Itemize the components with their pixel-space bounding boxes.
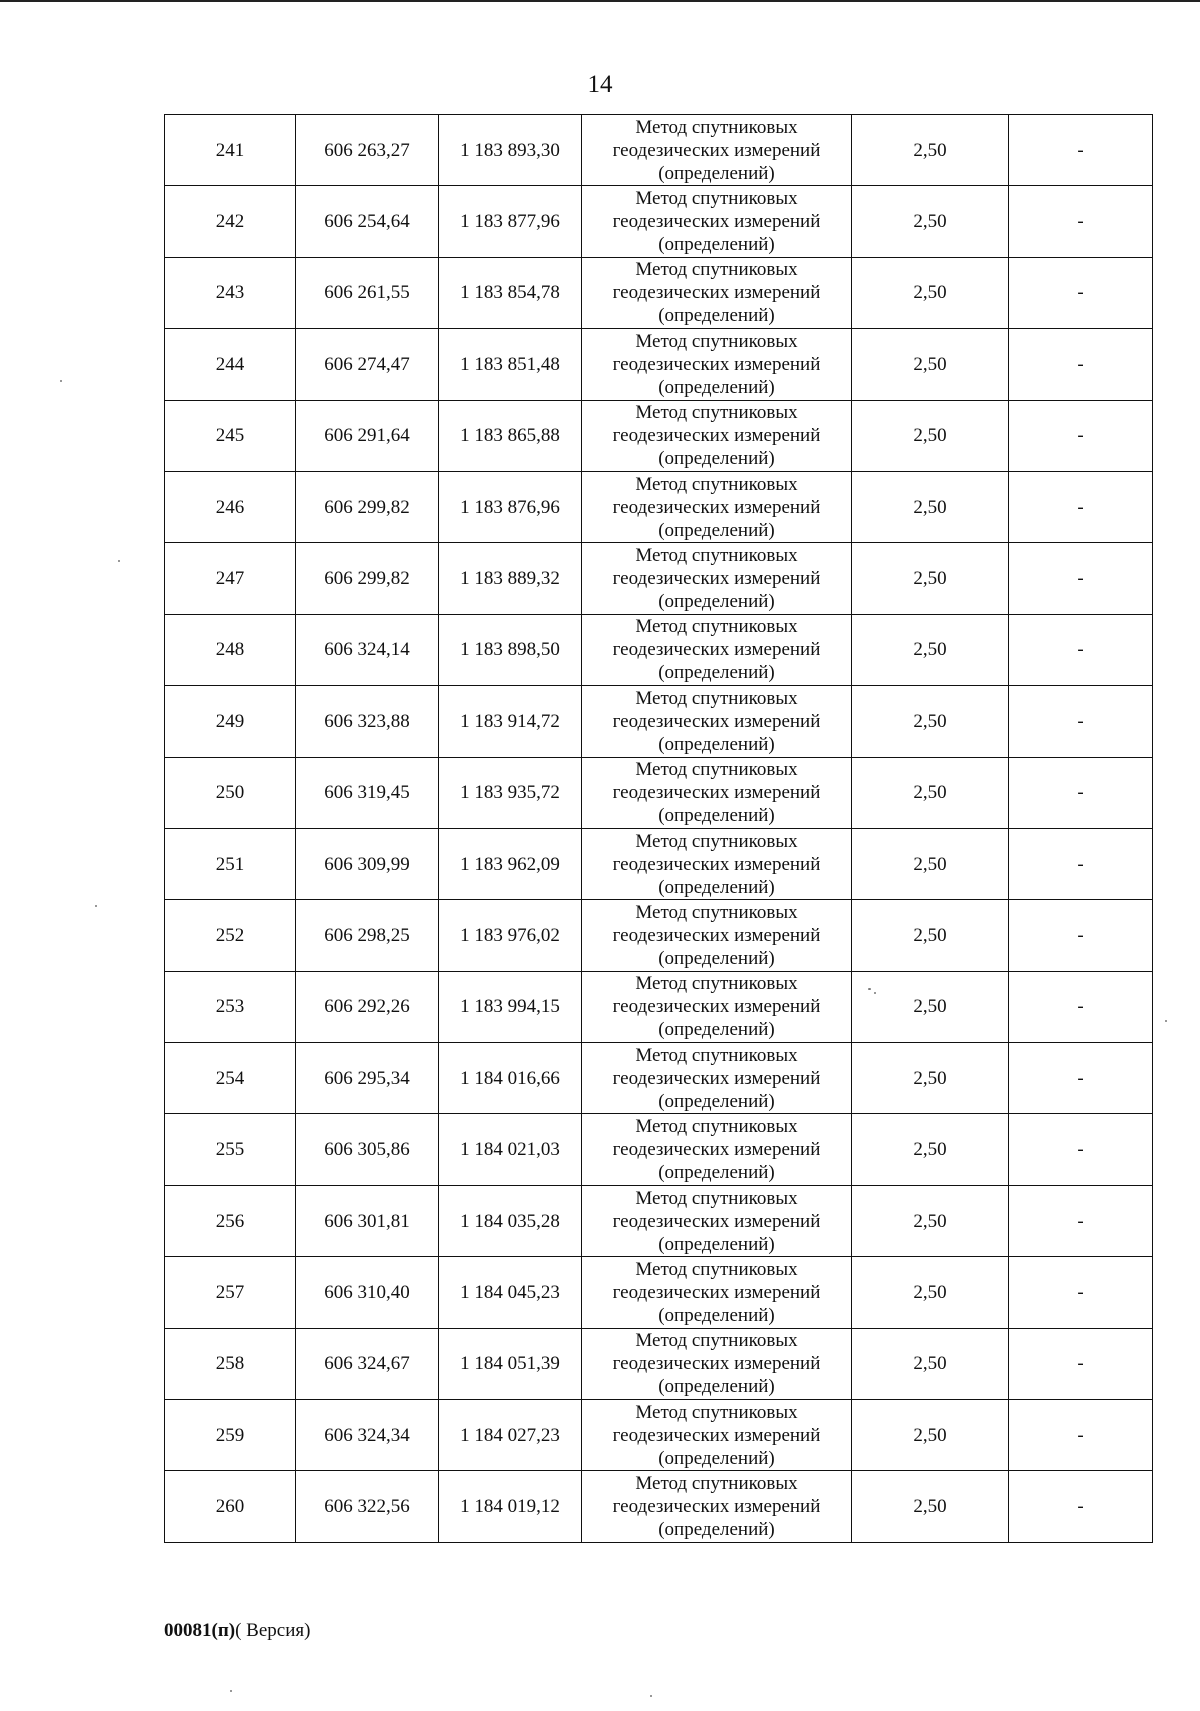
method-text-line: Метод спутниковых <box>635 1258 798 1280</box>
point-number-cell: 256 <box>165 1185 296 1256</box>
method-cell <box>582 186 852 257</box>
method-text-line: (определений) <box>658 1519 775 1541</box>
method-text-line: геодезических измерений <box>612 425 821 447</box>
point-number-cell: 252 <box>165 900 296 971</box>
accuracy-cell: 2,50 <box>852 971 1009 1042</box>
method-cell <box>582 686 852 757</box>
method-text-line: (определений) <box>658 805 775 827</box>
note-cell: - <box>1009 900 1153 971</box>
y-coordinate-cell: 1 183 877,96 <box>439 186 582 257</box>
note-cell: - <box>1009 186 1153 257</box>
method-cell <box>582 115 852 186</box>
note-cell: - <box>1009 471 1153 542</box>
point-number-cell: 249 <box>165 686 296 757</box>
y-coordinate-cell: 1 184 045,23 <box>439 1257 582 1328</box>
scan-speck <box>95 905 97 907</box>
point-number-cell: 255 <box>165 1114 296 1185</box>
note-cell: - <box>1009 1400 1153 1471</box>
scan-speck <box>650 1695 652 1697</box>
method-cell <box>582 543 852 614</box>
accuracy-cell: 2,50 <box>852 828 1009 899</box>
table-row <box>165 900 1153 971</box>
y-coordinate-cell: 1 183 876,96 <box>439 471 582 542</box>
scan-speck <box>868 988 871 990</box>
note-cell: - <box>1009 828 1153 899</box>
scan-speck <box>60 380 62 382</box>
accuracy-cell: 2,50 <box>852 1400 1009 1471</box>
table-row <box>165 1043 1153 1114</box>
accuracy-cell: 2,50 <box>852 1328 1009 1399</box>
method-text-line: (определений) <box>658 1090 775 1112</box>
table-row <box>165 1400 1153 1471</box>
method-text-line: геодезических измерений <box>612 710 821 732</box>
table-row <box>165 971 1153 1042</box>
note-cell: - <box>1009 757 1153 828</box>
x-coordinate-cell: 606 310,40 <box>296 1257 439 1328</box>
method-cell <box>582 257 852 328</box>
method-text-line: Метод спутниковых <box>635 759 798 781</box>
x-coordinate-cell: 606 323,88 <box>296 686 439 757</box>
point-number-cell: 244 <box>165 329 296 400</box>
accuracy-cell: 2,50 <box>852 115 1009 186</box>
method-cell <box>582 400 852 471</box>
note-cell: - <box>1009 1471 1153 1542</box>
method-text-line: Метод спутниковых <box>635 973 798 995</box>
note-cell: - <box>1009 971 1153 1042</box>
y-coordinate-cell: 1 183 962,09 <box>439 828 582 899</box>
y-coordinate-cell: 1 183 898,50 <box>439 614 582 685</box>
point-number-cell: 253 <box>165 971 296 1042</box>
y-coordinate-cell: 1 184 051,39 <box>439 1328 582 1399</box>
method-text-line: геодезических измерений <box>612 282 821 304</box>
method-text-line: геодезических измерений <box>612 1139 821 1161</box>
accuracy-cell: 2,50 <box>852 900 1009 971</box>
method-text-line: Метод спутниковых <box>635 1473 798 1495</box>
y-coordinate-cell: 1 184 019,12 <box>439 1471 582 1542</box>
scan-speck <box>118 560 120 562</box>
method-cell <box>582 828 852 899</box>
method-text-line: геодезических измерений <box>612 924 821 946</box>
point-number-cell: 254 <box>165 1043 296 1114</box>
table-row <box>165 1257 1153 1328</box>
method-text-line: геодезических измерений <box>612 1210 821 1232</box>
method-text-line: (определений) <box>658 376 775 398</box>
table-row <box>165 828 1153 899</box>
accuracy-cell: 2,50 <box>852 543 1009 614</box>
method-text-line: (определений) <box>658 305 775 327</box>
y-coordinate-cell: 1 183 854,78 <box>439 257 582 328</box>
table-row <box>165 400 1153 471</box>
method-text-line: (определений) <box>658 1447 775 1469</box>
accuracy-cell: 2,50 <box>852 471 1009 542</box>
y-coordinate-cell: 1 183 851,48 <box>439 329 582 400</box>
form-code: 00081(п) <box>164 1620 236 1641</box>
table-row <box>165 115 1153 186</box>
point-number-cell: 248 <box>165 614 296 685</box>
point-number-cell: 241 <box>165 115 296 186</box>
x-coordinate-cell: 606 322,56 <box>296 1471 439 1542</box>
method-text-line: (определений) <box>658 162 775 184</box>
table-row <box>165 757 1153 828</box>
method-cell <box>582 1328 852 1399</box>
point-number-cell: 242 <box>165 186 296 257</box>
method-text-line: Метод спутниковых <box>635 473 798 495</box>
point-number-cell: 250 <box>165 757 296 828</box>
accuracy-cell: 2,50 <box>852 1043 1009 1114</box>
method-cell <box>582 1400 852 1471</box>
accuracy-cell: 2,50 <box>852 329 1009 400</box>
method-cell <box>582 1257 852 1328</box>
x-coordinate-cell: 606 261,55 <box>296 257 439 328</box>
scan-speck <box>874 992 876 994</box>
method-text-line: геодезических измерений <box>612 639 821 661</box>
accuracy-cell: 2,50 <box>852 186 1009 257</box>
y-coordinate-cell: 1 183 889,32 <box>439 543 582 614</box>
top-border-line <box>0 0 1200 2</box>
x-coordinate-cell: 606 319,45 <box>296 757 439 828</box>
accuracy-cell: 2,50 <box>852 1257 1009 1328</box>
y-coordinate-cell: 1 184 016,66 <box>439 1043 582 1114</box>
method-text-line: Метод спутниковых <box>635 259 798 281</box>
method-text-line: Метод спутниковых <box>635 830 798 852</box>
y-coordinate-cell: 1 183 976,02 <box>439 900 582 971</box>
accuracy-cell: 2,50 <box>852 1114 1009 1185</box>
note-cell: - <box>1009 614 1153 685</box>
scan-speck <box>1165 1020 1167 1022</box>
method-cell <box>582 1471 852 1542</box>
method-text-line: геодезических измерений <box>612 353 821 375</box>
y-coordinate-cell: 1 183 994,15 <box>439 971 582 1042</box>
method-text-line: (определений) <box>658 1304 775 1326</box>
method-text-line: (определений) <box>658 519 775 541</box>
accuracy-cell: 2,50 <box>852 1185 1009 1256</box>
method-text-line: Метод спутниковых <box>635 687 798 709</box>
point-number-cell: 247 <box>165 543 296 614</box>
note-cell: - <box>1009 1114 1153 1185</box>
note-cell: - <box>1009 257 1153 328</box>
accuracy-cell: 2,50 <box>852 686 1009 757</box>
x-coordinate-cell: 606 324,34 <box>296 1400 439 1471</box>
y-coordinate-cell: 1 184 035,28 <box>439 1185 582 1256</box>
table-row <box>165 329 1153 400</box>
table-row <box>165 186 1153 257</box>
method-text-line: (определений) <box>658 1019 775 1041</box>
method-text-line: геодезических измерений <box>612 1496 821 1518</box>
table-row <box>165 1328 1153 1399</box>
y-coordinate-cell: 1 183 865,88 <box>439 400 582 471</box>
x-coordinate-cell: 606 299,82 <box>296 471 439 542</box>
note-cell: - <box>1009 1328 1153 1399</box>
method-text-line: геодезических измерений <box>612 996 821 1018</box>
method-text-line: (определений) <box>658 733 775 755</box>
point-number-cell: 258 <box>165 1328 296 1399</box>
method-text-line: (определений) <box>658 234 775 256</box>
x-coordinate-cell: 606 263,27 <box>296 115 439 186</box>
note-cell: - <box>1009 1257 1153 1328</box>
x-coordinate-cell: 606 324,14 <box>296 614 439 685</box>
note-cell: - <box>1009 115 1153 186</box>
accuracy-cell: 2,50 <box>852 757 1009 828</box>
table-row <box>165 1185 1153 1256</box>
method-text-line: геодезических измерений <box>612 1067 821 1089</box>
note-cell: - <box>1009 1043 1153 1114</box>
method-cell <box>582 900 852 971</box>
y-coordinate-cell: 1 184 027,23 <box>439 1400 582 1471</box>
x-coordinate-cell: 606 254,64 <box>296 186 439 257</box>
table-row <box>165 257 1153 328</box>
x-coordinate-cell: 606 305,86 <box>296 1114 439 1185</box>
method-text-line: Метод спутниковых <box>635 1330 798 1352</box>
method-text-line: Метод спутниковых <box>635 901 798 923</box>
method-text-line: геодезических измерений <box>612 496 821 518</box>
document-footer <box>164 1619 310 1643</box>
point-number-cell: 257 <box>165 1257 296 1328</box>
point-number-cell: 245 <box>165 400 296 471</box>
method-text-line: Метод спутниковых <box>635 402 798 424</box>
method-text-line: (определений) <box>658 662 775 684</box>
method-cell <box>582 1185 852 1256</box>
y-coordinate-cell: 1 183 914,72 <box>439 686 582 757</box>
method-text-line: (определений) <box>658 1376 775 1398</box>
method-cell <box>582 757 852 828</box>
method-text-line: Метод спутниковых <box>635 116 798 138</box>
method-text-line: Метод спутниковых <box>635 545 798 567</box>
method-text-line: геодезических измерений <box>612 853 821 875</box>
point-number-cell: 260 <box>165 1471 296 1542</box>
y-coordinate-cell: 1 183 893,30 <box>439 115 582 186</box>
method-text-line: геодезических измерений <box>612 211 821 233</box>
table-row <box>165 1114 1153 1185</box>
method-cell <box>582 614 852 685</box>
table-row <box>165 471 1153 542</box>
method-cell <box>582 1043 852 1114</box>
x-coordinate-cell: 606 274,47 <box>296 329 439 400</box>
note-cell: - <box>1009 543 1153 614</box>
x-coordinate-cell: 606 292,26 <box>296 971 439 1042</box>
table-row <box>165 686 1153 757</box>
note-cell: - <box>1009 1185 1153 1256</box>
point-number-cell: 243 <box>165 257 296 328</box>
point-number-cell: 259 <box>165 1400 296 1471</box>
method-text-line: Метод спутниковых <box>635 330 798 352</box>
y-coordinate-cell: 1 184 021,03 <box>439 1114 582 1185</box>
method-text-line: геодезических измерений <box>612 568 821 590</box>
coordinates-table-body <box>165 115 1153 1543</box>
method-text-line: (определений) <box>658 1233 775 1255</box>
accuracy-cell: 2,50 <box>852 1471 1009 1542</box>
method-text-line: геодезических измерений <box>612 1281 821 1303</box>
method-text-line: Метод спутниковых <box>635 616 798 638</box>
version-label: ( Версия) <box>235 1620 311 1641</box>
method-text-line: Метод спутниковых <box>635 1044 798 1066</box>
method-cell <box>582 471 852 542</box>
note-cell: - <box>1009 400 1153 471</box>
point-number-cell: 251 <box>165 828 296 899</box>
method-cell <box>582 1114 852 1185</box>
method-text-line: геодезических измерений <box>612 1424 821 1446</box>
scan-speck <box>230 1690 232 1692</box>
x-coordinate-cell: 606 291,64 <box>296 400 439 471</box>
method-text-line: (определений) <box>658 1162 775 1184</box>
method-text-line: (определений) <box>658 876 775 898</box>
x-coordinate-cell: 606 295,34 <box>296 1043 439 1114</box>
y-coordinate-cell: 1 183 935,72 <box>439 757 582 828</box>
method-cell <box>582 329 852 400</box>
accuracy-cell: 2,50 <box>852 400 1009 471</box>
x-coordinate-cell: 606 298,25 <box>296 900 439 971</box>
page-number: 14 <box>587 71 613 98</box>
method-text-line: (определений) <box>658 947 775 969</box>
note-cell: - <box>1009 329 1153 400</box>
x-coordinate-cell: 606 301,81 <box>296 1185 439 1256</box>
point-number-cell: 246 <box>165 471 296 542</box>
x-coordinate-cell: 606 324,67 <box>296 1328 439 1399</box>
accuracy-cell: 2,50 <box>852 257 1009 328</box>
table-row <box>165 614 1153 685</box>
method-text-line: геодезических измерений <box>612 1353 821 1375</box>
table-row <box>165 543 1153 614</box>
note-cell: - <box>1009 686 1153 757</box>
table-row <box>165 1471 1153 1542</box>
method-cell <box>582 971 852 1042</box>
method-text-line: (определений) <box>658 448 775 470</box>
coordinates-table <box>164 114 1153 1543</box>
method-text-line: геодезических измерений <box>612 782 821 804</box>
accuracy-cell: 2,50 <box>852 614 1009 685</box>
method-text-line: Метод спутниковых <box>635 1187 798 1209</box>
method-text-line: (определений) <box>658 591 775 613</box>
method-text-line: Метод спутниковых <box>635 1116 798 1138</box>
x-coordinate-cell: 606 299,82 <box>296 543 439 614</box>
method-text-line: Метод спутниковых <box>635 188 798 210</box>
method-text-line: геодезических измерений <box>612 139 821 161</box>
x-coordinate-cell: 606 309,99 <box>296 828 439 899</box>
method-text-line: Метод спутниковых <box>635 1401 798 1423</box>
